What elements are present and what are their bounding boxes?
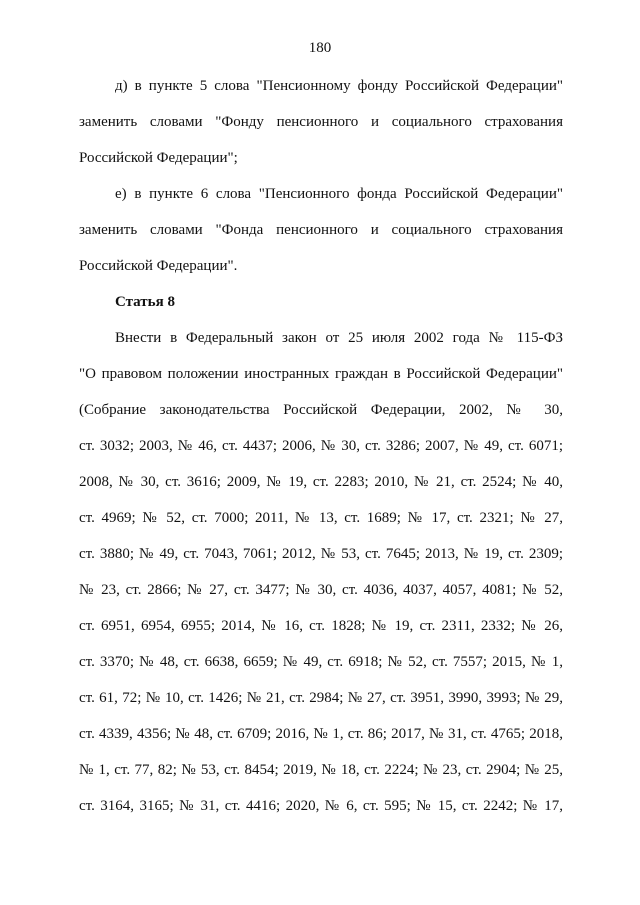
text-line: № 1, ст. 77, 82; № 53, ст. 8454; 2019, № 18, ст. 2224; № 23, ст. 2904; № 25, [79, 762, 563, 778]
text-line: ст. 61, 72; № 10, ст. 1426; № 21, ст. 2984; № 27, ст. 3951, 3990, 3993; № 29, [79, 690, 563, 706]
text-line: ст. 3032; 2003, № 46, ст. 4437; 2006, № 30, ст. 3286; 2007, № 49, ст. 6071; [79, 438, 563, 454]
text-line: ст. 6951, 6954, 6955; 2014, № 16, ст. 1828; № 19, ст. 2311, 2332; № 26, [79, 618, 563, 634]
text-line: (Собрание законодательства Российской Федерации, 2002, № 30, [79, 402, 563, 418]
text-line: Российской Федерации". [79, 258, 238, 274]
text-line: ст. 3164, 3165; № 31, ст. 4416; 2020, № 6, ст. 595; № 15, ст. 2242; № 17, [79, 798, 563, 814]
text-line: ст. 4339, 4356; № 48, ст. 6709; 2016, № 1, ст. 86; 2017, № 31, ст. 4765; 2018, [79, 726, 563, 742]
text-line: 2008, № 30, ст. 3616; 2009, № 19, ст. 2283; 2010, № 21, ст. 2524; № 40, [79, 474, 563, 490]
page-number: 180 [308, 40, 332, 56]
text-line: заменить словами "Фонду пенсионного и социального страхования [79, 114, 563, 130]
article-heading: Статья 8 [115, 294, 175, 310]
text-line: "О правовом положении иностранных граждан в Российской Федерации" [79, 366, 563, 382]
text-line: д) в пункте 5 слова "Пенсионному фонду Российской Федерации" [115, 78, 563, 94]
document-body [79, 68, 563, 824]
text-line: заменить словами "Фонда пенсионного и социального страхования [79, 222, 563, 238]
text-line: ст. 3880; № 49, ст. 7043, 7061; 2012, № 53, ст. 7645; 2013, № 19, ст. 2309; [79, 546, 563, 562]
text-line: ст. 4969; № 52, ст. 7000; 2011, № 13, ст. 1689; № 17, ст. 2321; № 27, [79, 510, 563, 526]
text-line: Внести в Федеральный закон от 25 июля 2002 года № 115-ФЗ [115, 330, 563, 346]
text-line: е) в пункте 6 слова "Пенсионного фонда Российской Федерации" [115, 186, 563, 202]
text-line: № 23, ст. 2866; № 27, ст. 3477; № 30, ст. 4036, 4037, 4057, 4081; № 52, [79, 582, 563, 598]
text-line: Российской Федерации"; [79, 150, 238, 166]
text-line: ст. 3370; № 48, ст. 6638, 6659; № 49, ст. 6918; № 52, ст. 7557; 2015, № 1, [79, 654, 563, 670]
